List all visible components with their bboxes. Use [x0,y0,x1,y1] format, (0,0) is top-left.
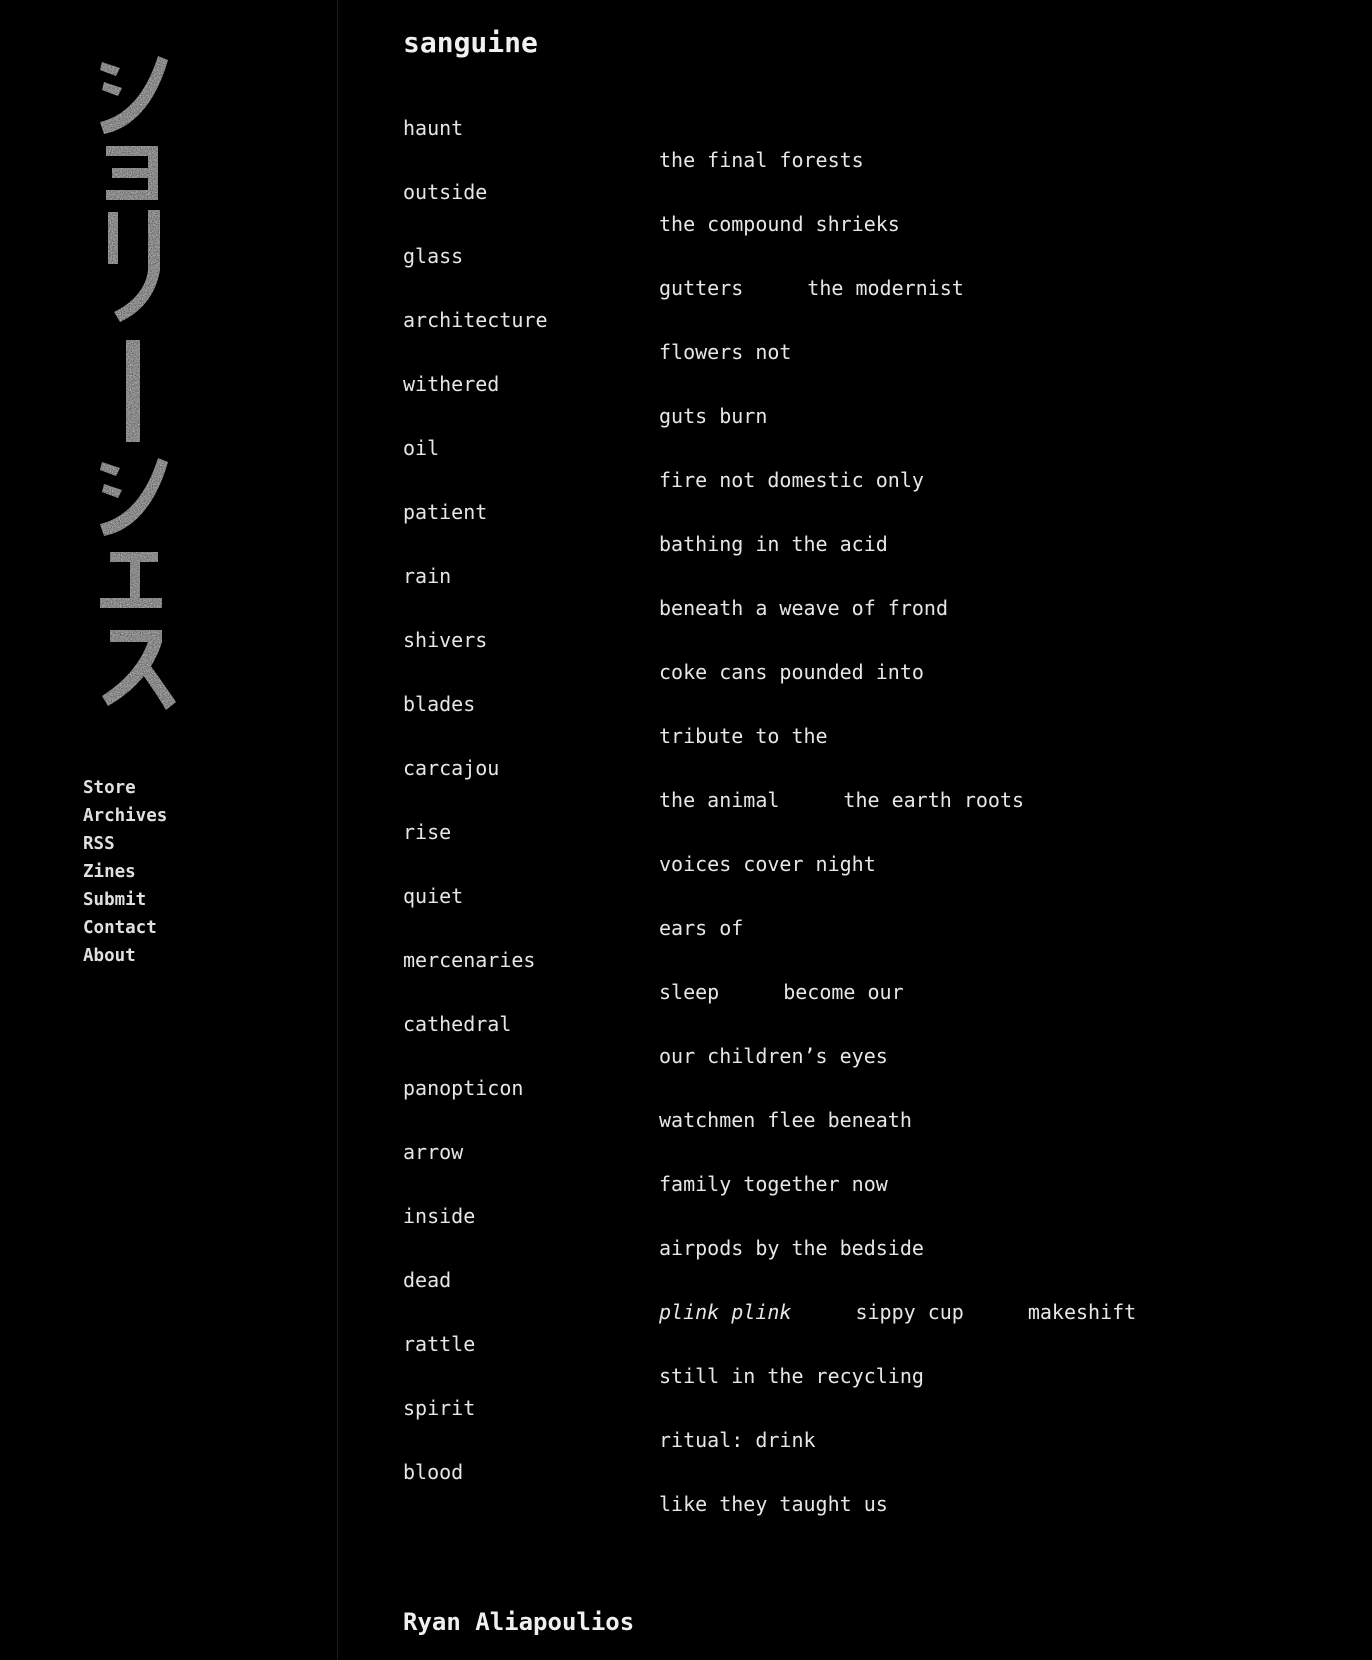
poem-line [403,112,1303,144]
poem-phrase: patient [403,500,488,524]
poem-line [403,1040,1303,1072]
poem-phrase: ears of [659,916,744,940]
poem-line [403,1328,1303,1360]
poem-phrase: shivers [403,628,488,652]
poem-phrase: haunt [403,116,464,140]
poem-line [403,368,1303,400]
poem-line [403,1232,1303,1264]
poem-line [403,208,1303,240]
poem-phrase: mercenaries [403,948,536,972]
poem-line [403,560,1303,592]
poem-line [403,1072,1303,1104]
poem-phrase: coke cans pounded into [659,660,924,684]
poem-phrase: become our [783,980,904,1004]
poem-phrase: cathedral [403,1012,512,1036]
poem-phrase: outside [403,180,488,204]
poem-line [403,816,1303,848]
poem-line [403,656,1303,688]
poem-phrase: ritual: drink [659,1428,816,1452]
poem-line [403,1104,1303,1136]
poem-line [403,880,1303,912]
poem-phrase: tribute to the [659,724,828,748]
site-logo[interactable] [96,50,180,720]
poem-line [403,944,1303,976]
poem-phrase: architecture [403,308,548,332]
poem-line [403,400,1303,432]
poem-line [403,496,1303,528]
poem-phrase: rattle [403,1332,476,1356]
poem-phrase: carcajou [403,756,500,780]
poem-line [403,304,1303,336]
poem-line [403,1456,1303,1488]
nav-archives[interactable]: Archives [83,806,168,826]
poem-line [403,1488,1303,1520]
poem-phrase: the earth roots [843,788,1025,812]
poem-phrase: dead [403,1268,452,1292]
poem-phrase: the animal [659,788,780,812]
poem-line [403,720,1303,752]
poem-phrase: blades [403,692,476,716]
poem-line [403,1264,1303,1296]
poem-phrase: the final forests [659,148,864,172]
poem-line [403,528,1303,560]
poem-phrase: sippy cup [855,1300,964,1324]
poem-phrase: watchmen flee beneath [659,1108,912,1132]
poem-phrase: beneath a weave of frond [659,596,948,620]
nav-about[interactable]: About [83,946,136,966]
poem-line [403,432,1303,464]
site-nav [83,774,167,970]
poem-phrase: rise [403,820,452,844]
poem-line [403,144,1303,176]
poem-phrase: panopticon [403,1076,524,1100]
poem-phrase: the compound shrieks [659,212,900,236]
poem-phrase: spirit [403,1396,476,1420]
poem-line [403,848,1303,880]
poem-phrase: sleep [659,980,720,1004]
poem-phrase: withered [403,372,500,396]
poem-line [403,752,1303,784]
poem-line [403,1200,1303,1232]
poem-line [403,688,1303,720]
poem-line [403,624,1303,656]
poem-phrase: rain [403,564,452,588]
poem-line [403,1392,1303,1424]
poem-line [403,1424,1303,1456]
poem-phrase: fire not domestic only [659,468,924,492]
nav-submit[interactable]: Submit [83,890,147,910]
nav-zines[interactable]: Zines [83,862,136,882]
nav-rss[interactable]: RSS [83,834,115,854]
poem-line [403,272,1303,304]
nav-store[interactable]: Store [83,778,136,798]
poem-phrase: voices cover night [659,852,876,876]
poem-body [403,112,1303,1520]
poem-line [403,1136,1303,1168]
poem-phrase: still in the recycling [659,1364,924,1388]
poem-phrase: blood [403,1460,464,1484]
poem-line [403,1296,1303,1328]
logo-glyphs-icon [96,50,180,720]
poem-phrase: flowers not [659,340,792,364]
poem-line [403,784,1303,816]
poem-phrase: plink plink [659,1300,792,1324]
poem-phrase: like they taught us [659,1492,888,1516]
poem-phrase: oil [403,436,440,460]
poem-line [403,176,1303,208]
poem-line [403,464,1303,496]
poem-author: Ryan Aliapoulios [403,1608,635,1636]
poem-title: sanguine [403,26,538,59]
poem-line [403,976,1303,1008]
poem-line [403,1008,1303,1040]
poem-line [403,592,1303,624]
poem-phrase: inside [403,1204,476,1228]
poem-phrase: the modernist [807,276,964,300]
poem-line [403,336,1303,368]
poem-phrase: guts burn [659,404,768,428]
poem-line [403,240,1303,272]
poem-phrase: our children’s eyes [659,1044,888,1068]
poem-phrase: makeshift [1027,1300,1137,1324]
poem-phrase: airpods by the bedside [659,1236,924,1260]
poem-line [403,1360,1303,1392]
poem-phrase: quiet [403,884,464,908]
poem-line [403,1168,1303,1200]
sidebar [0,0,338,1660]
poem-phrase: gutters [659,276,744,300]
nav-contact[interactable]: Contact [83,918,157,938]
poem-phrase: bathing in the acid [659,532,888,556]
poem-phrase: arrow [403,1140,464,1164]
poem-phrase: family together now [659,1172,888,1196]
main-content [403,0,1323,1660]
poem-phrase: glass [403,244,464,268]
poem-line [403,912,1303,944]
